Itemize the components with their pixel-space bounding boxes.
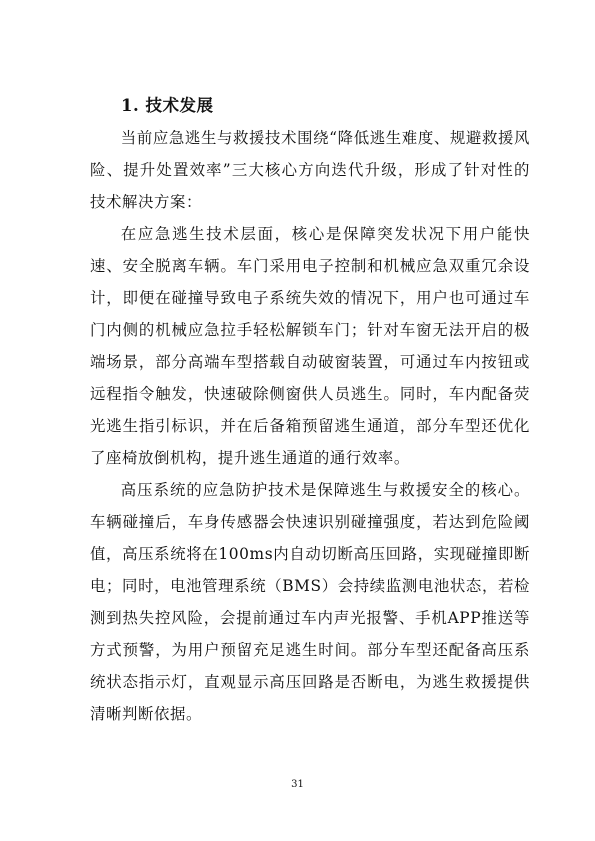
paragraph-high-voltage-protection: 高压系统的应急防护技术是保障逃生与救援安全的核心。车辆碰撞后，车身传感器会快速识别碰撞强度，若达到危险阈值，高压系统将在100ms内自动切断高压回路，实现碰撞即断电；同时，电池管理系统（BMS）会持续监测电池状态，若检测到热失控风险，会提前通过车内声光报警、手机APP推送等方式预警，为用户预留充足逃生时间。部分车型还配备高压系统状态指示灯，直观显示高压回路是否断电，为逃生救援提供清晰判断依据。 bbox=[90, 481, 530, 723]
paragraph-intro: 当前应急逃生与救援技术围绕“降低逃生难度、规避救援风险、提升处置效率”三大核心方向迭代升级，形成了针对性的技术解决方案： bbox=[90, 129, 530, 211]
section-heading: 1. 技术发展 bbox=[121, 96, 214, 115]
body-text bbox=[90, 122, 530, 730]
page-number: 31 bbox=[291, 779, 304, 790]
paragraph-escape-technology: 在应急逃生技术层面，核心是保障突发状况下用户能快速、安全脱离车辆。车门采用电子控制和机械应急双重冗余设计，即便在碰撞导致电子系统失效的情况下，用户也可通过车门内侧的机械应急拉手轻松解锁车门；针对车窗无法开启的极端场景，部分高端车型搭载自动破窗装置，可通过车内按钮或远程指令触发，快速破除侧窗供人员逃生。同时，车内配备荧光逃生指引标识，并在后备箱预留逃生通道，部分车型还优化了座椅放倒机构，提升逃生通道的通行效率。 bbox=[90, 225, 530, 467]
